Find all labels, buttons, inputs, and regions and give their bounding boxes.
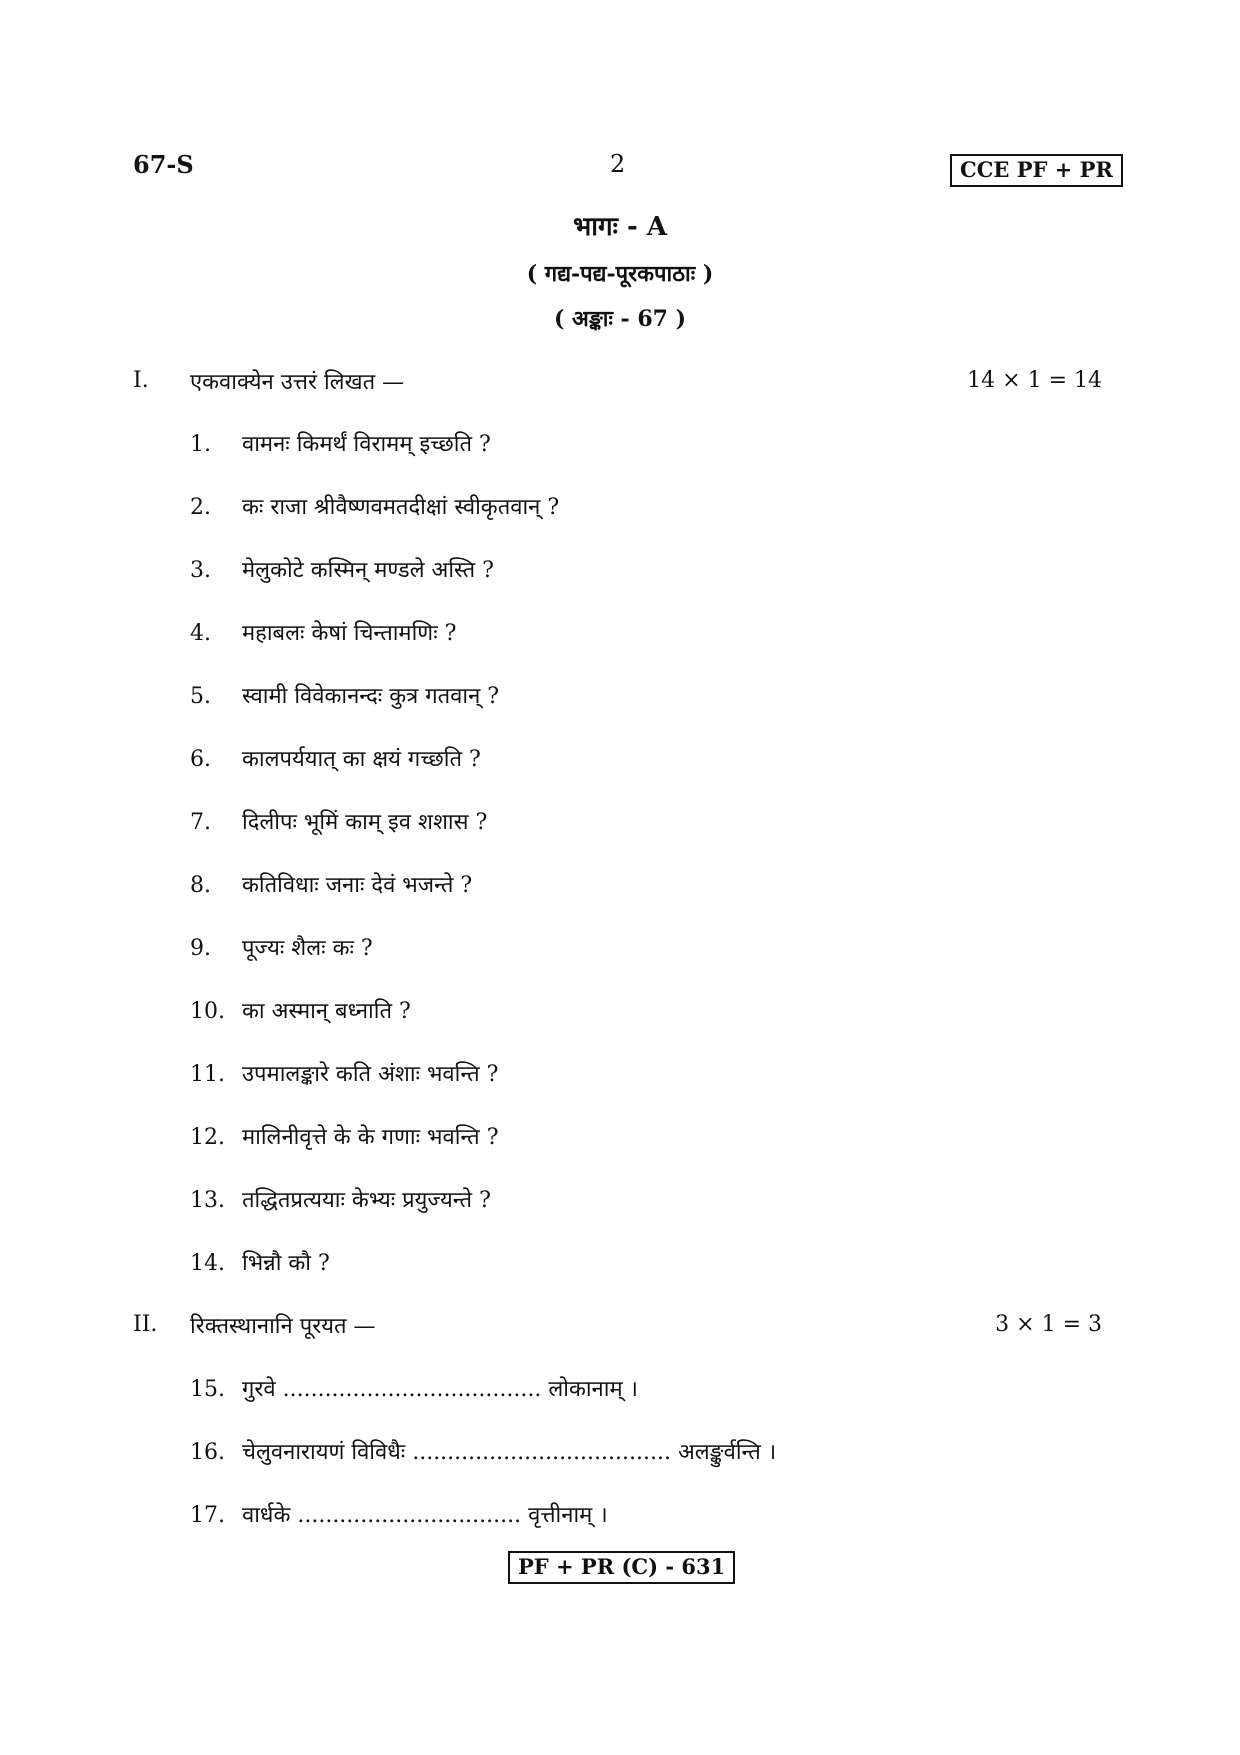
question-text: महाबलः केषां चिन्तामणिः ?: [242, 621, 457, 646]
question-2: [190, 491, 559, 525]
question-1: [190, 428, 491, 462]
question-text: कालपर्ययात् का क्षयं गच्छति ?: [242, 747, 481, 772]
paper-code: 67-S: [133, 150, 194, 179]
question-text: कतिविधाः जनाः देवं भजन्ते ?: [242, 873, 473, 898]
question-number: 1.: [190, 432, 211, 457]
question-number: 5.: [190, 684, 211, 709]
question-number: 11.: [190, 1062, 225, 1087]
question-number: 3.: [190, 558, 211, 583]
question-text: तद्धितप्रत्ययाः केभ्यः प्रयुज्यन्ते ?: [242, 1188, 491, 1213]
question-7: [190, 806, 487, 840]
question-8: [190, 869, 472, 903]
section-2-marks: 3 × 1 = 3: [995, 1312, 1102, 1337]
question-text: पूज्यः शैलः कः ?: [242, 936, 373, 961]
question-text: वार्धके ................................ वृत्तीनाम् ।: [242, 1503, 608, 1528]
question-number: 12.: [190, 1125, 225, 1150]
question-6: [190, 743, 481, 777]
question-text: मेलुकोटे कस्मिन् मण्डले अस्ति ?: [242, 558, 494, 583]
part-marks: ( अङ्काः - 67 ): [553, 306, 687, 332]
question-text: गुरवे ..................................... लोकानाम् ।: [242, 1377, 638, 1402]
question-number: 7.: [190, 810, 211, 835]
question-text: मालिनीवृत्ते के के गणाः भवन्ति ?: [242, 1125, 499, 1150]
question-15: [190, 1373, 638, 1407]
question-number: 8.: [190, 873, 211, 898]
section-1-instruction: एकवाक्येन उत्तरं लिखत —: [190, 370, 405, 395]
footer-code-box: PF + PR (C) - 631: [508, 1551, 735, 1584]
section-2-roman: II.: [133, 1312, 158, 1337]
question-17: [190, 1499, 608, 1533]
question-9: [190, 932, 373, 966]
question-12: [190, 1121, 499, 1155]
question-text: चेलुवनारायणं विविधैः ..................................... अलङ्कुर्वन्ति ।: [242, 1440, 777, 1465]
question-5: [190, 680, 499, 714]
question-text: उपमालङ्कारे कति अंशाः भवन्ति ?: [242, 1062, 499, 1087]
question-13: [190, 1184, 491, 1218]
question-10: [190, 995, 411, 1029]
question-number: 14.: [190, 1251, 225, 1276]
section-1-roman: I.: [133, 368, 149, 393]
question-number: 2.: [190, 495, 211, 520]
question-number: 4.: [190, 621, 211, 646]
section-2-instruction: रिक्तस्थानानि पूरयत —: [190, 1314, 376, 1339]
question-number: 10.: [190, 999, 225, 1024]
question-16: [190, 1436, 776, 1470]
page-number: 2: [610, 150, 626, 178]
part-subtitle: ( गद्य-पद्य-पूरकपाठाः ): [526, 261, 714, 287]
question-text: वामनः किमर्थं विरामम् इच्छति ?: [242, 432, 491, 457]
section-1-marks: 14 × 1 = 14: [967, 368, 1102, 393]
question-text: का अस्मान् बध्नाति ?: [242, 999, 411, 1024]
question-4: [190, 617, 456, 651]
exam-code-box: CCE PF + PR: [950, 154, 1123, 187]
question-number: 17.: [190, 1503, 225, 1528]
question-3: [190, 554, 494, 588]
question-text: कः राजा श्रीवैष्णवमतदीक्षां स्वीकृतवान् ?: [242, 495, 560, 520]
question-number: 15.: [190, 1377, 225, 1402]
question-text: दिलीपः भूमिं काम् इव शशास ?: [242, 810, 488, 835]
question-14: [190, 1247, 330, 1281]
part-title: भागः - A: [573, 212, 667, 242]
question-11: [190, 1058, 498, 1092]
question-text: भिन्नौ कौ ?: [242, 1251, 330, 1276]
question-number: 13.: [190, 1188, 225, 1213]
question-number: 6.: [190, 747, 211, 772]
question-number: 16.: [190, 1440, 225, 1465]
question-text: स्वामी विवेकानन्दः कुत्र गतवान् ?: [242, 684, 500, 709]
question-number: 9.: [190, 936, 211, 961]
